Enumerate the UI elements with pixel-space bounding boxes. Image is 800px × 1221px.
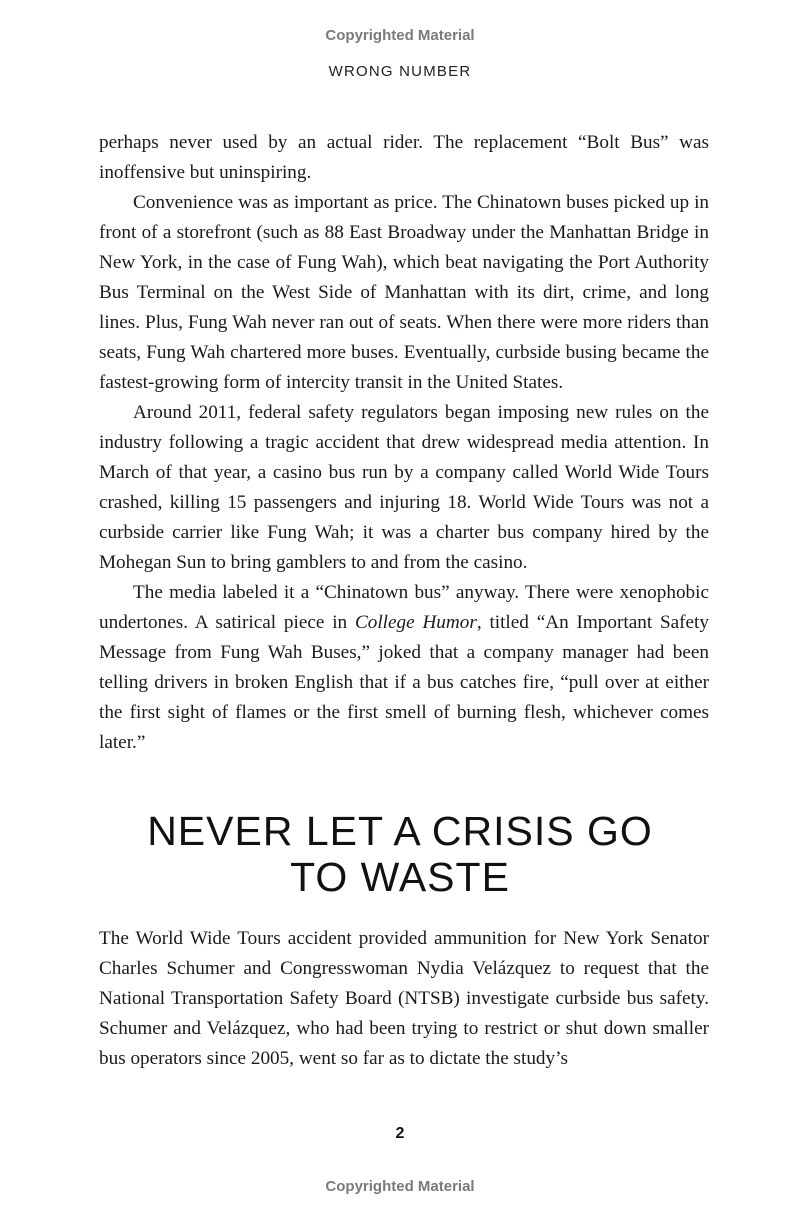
paragraph-4-start: The media labeled it a “Chinatown bus” anyway. There were xenophobic undertones. A satirical piece in xyxy=(99,582,709,633)
publication-title: College Humor xyxy=(354,612,477,633)
paragraph-2: Convenience was as important as price. The Chinatown buses picked up in front of a storefront (such as 88 East Broadway under the Manhattan Bridge in New York, in the case of Fung Wah), which beat navigating the Port Authority Bus Terminal on the West Side of Manhattan with its dirt, crime, and long lines. Plus, Fung Wah never ran out of seats. When there were more riders than seats, Fung Wah chartered more buses. Eventually, curbside busing became the fastest-growing form of intercity transit in the United States. xyxy=(99,192,709,393)
body-text-top xyxy=(99,128,709,758)
section-heading-line-2: TO WASTE xyxy=(290,854,510,900)
paragraph-4-end: , titled “An Important Safety Message from Fung Wah Buses,” joked that a company manager had been telling drivers in broken English that if a bus catches fire, “pull over at either the first sight of flames or the first smell of burning flesh, whichever comes later.” xyxy=(99,612,709,753)
paragraph-5: The World Wide Tours accident provided ammunition for New York Senator Charles Schumer and Congresswoman Nydia Velázquez to request that the National Transportation Safety Board (NTSB) investigate curbside bus safety. Schumer and Velázquez, who had been trying to restrict or shut down smaller bus operators since 2005, went so far as to dictate the study’s xyxy=(99,928,709,1069)
copyright-watermark-top: Copyrighted Material xyxy=(325,27,475,44)
page-number: 2 xyxy=(395,1125,405,1142)
section-heading xyxy=(60,808,740,900)
section-heading-line-1: NEVER LET A CRISIS GO xyxy=(147,808,653,854)
running-head: WRONG NUMBER xyxy=(328,63,472,80)
body-text-bottom xyxy=(99,924,709,1074)
copyright-watermark-bottom: Copyrighted Material xyxy=(325,1178,475,1195)
paragraph-4 xyxy=(99,578,709,758)
paragraph-3: Around 2011, federal safety regulators began imposing new rules on the industry following a tragic accident that drew widespread media attention. In March of that year, a casino bus run by a company called World Wide Tours crashed, killing 15 passengers and injuring 18. World Wide Tours was not a curbside carrier like Fung Wah; it was a charter bus company hired by the Mohegan Sun to bring gamblers to and from the casino. xyxy=(99,402,709,573)
paragraph-1: perhaps never used by an actual rider. The replacement “Bolt Bus” was inoffensive but uninspiring. xyxy=(99,132,709,183)
